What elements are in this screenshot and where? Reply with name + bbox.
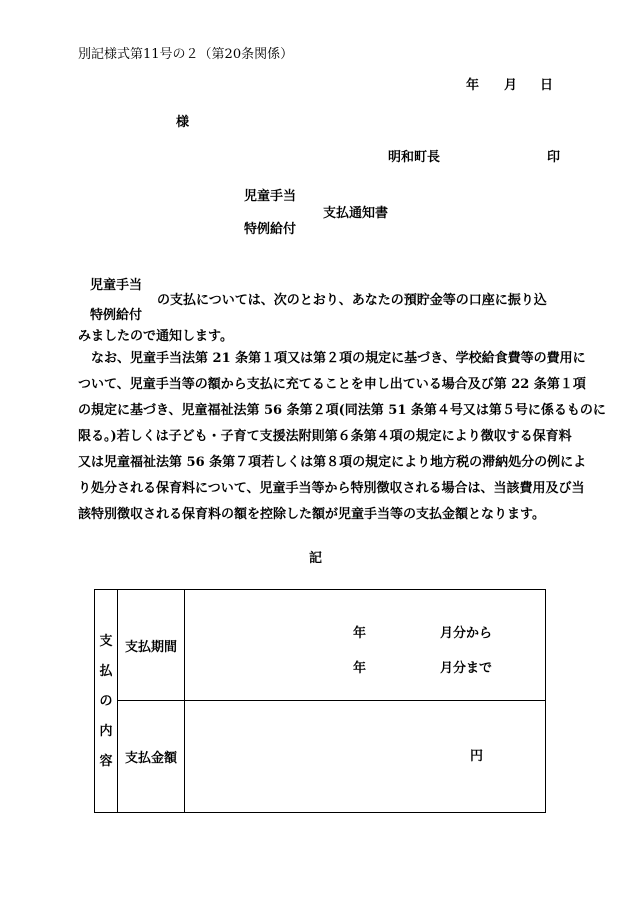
vertical-char: 払	[99, 663, 113, 679]
date-month-label: 月	[504, 78, 518, 93]
period-to-year: 年	[353, 661, 367, 676]
note-heading: 記	[309, 551, 323, 566]
payment-amount-label: 支払金額	[118, 701, 185, 813]
date-day-label: 日	[540, 78, 554, 93]
period-from-month: 月分から	[440, 626, 493, 641]
vertical-char: 支	[99, 633, 113, 649]
form-number: 別記様式第11号の２（第20条関係）	[78, 47, 294, 62]
body-option-child-allowance: 児童手当	[90, 278, 143, 293]
issuer-title: 明和町長	[388, 150, 441, 165]
notice-line: 又は児童福祉法第 56 条第７項若しくは第８項の規定により地方税の滞納処分の例によ	[78, 455, 587, 470]
payment-details-table	[94, 589, 546, 813]
notice-line: の規定に基づき、児童福祉法第 56 条第２項(同法第 51 条第４号又は第５号に係るものに	[78, 403, 606, 418]
period-to-month: 月分まで	[440, 661, 493, 676]
notice-line: 該特別徴収される保育料の額を控除した額が児童手当等の支払金額となります。	[78, 507, 545, 522]
body-option-special-benefit: 特例給付	[90, 308, 143, 323]
vertical-char: の	[99, 693, 113, 709]
payment-content-vertical-label	[95, 590, 118, 813]
vertical-char: 容	[99, 753, 113, 769]
payment-period-label: 支払期間	[118, 590, 185, 701]
seal-mark: 印	[547, 150, 561, 165]
period-from-year: 年	[353, 626, 367, 641]
recipient-honorific: 様	[176, 115, 190, 130]
body-line2: みましたので通知します。	[78, 329, 233, 344]
amount-unit-yen: 円	[470, 749, 484, 764]
payment-amount-cell	[185, 701, 546, 813]
title-option-child-allowance: 児童手当	[244, 189, 297, 204]
date-year-label: 年	[466, 78, 480, 93]
title-option-special-benefit: 特例給付	[244, 222, 297, 237]
notice-paragraph	[78, 346, 606, 528]
notice-line: なお、児童手当法第 21 条第１項又は第２項の規定に基づき、学校給食費等の費用に	[78, 351, 586, 366]
payment-period-cell	[185, 590, 546, 701]
notice-line: ついて、児童手当等の額から支払に充てることを申し出ている場合及び第 22 条第１項	[78, 377, 586, 392]
page-title: 支払通知書	[323, 206, 389, 221]
vertical-char: 内	[99, 723, 113, 739]
notice-line: 限る。)若しくは子ども・子育て支援法附則第６条第４項の規定により徴収する保育料	[78, 429, 572, 444]
body-line1: の支払については、次のとおり、あなたの預貯金等の口座に振り込	[157, 293, 547, 308]
notice-line: り処分される保育料について、児童手当等から特別徴収される場合は、当該費用及び当	[78, 481, 585, 496]
